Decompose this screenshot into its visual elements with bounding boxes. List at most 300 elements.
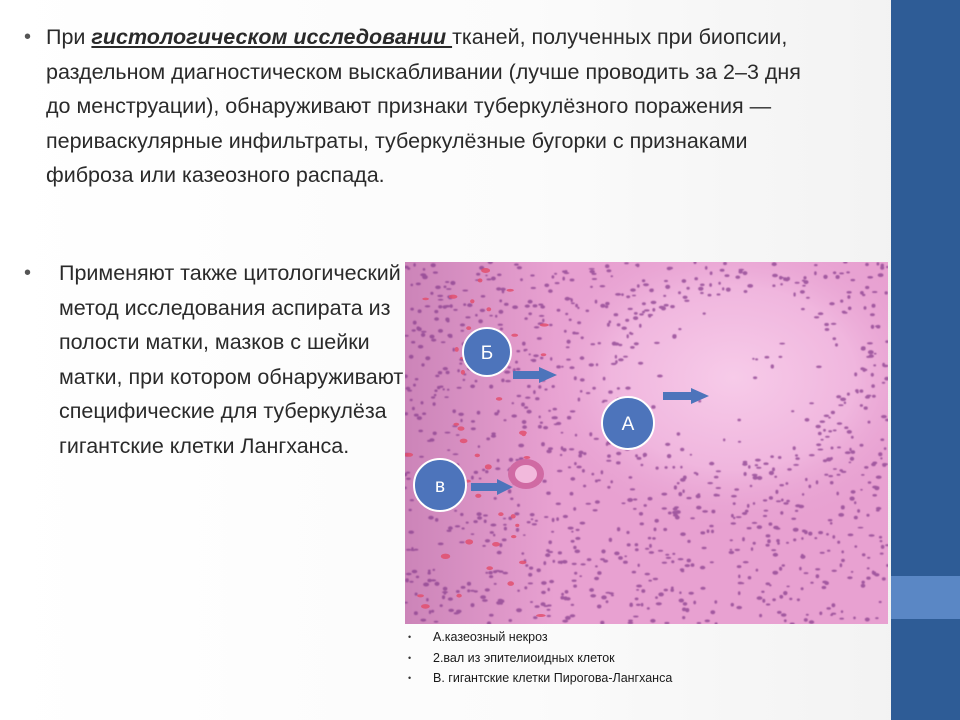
cell-nucleus (524, 406, 528, 409)
cell-nucleus (629, 476, 633, 479)
cell-nucleus (423, 268, 426, 271)
red-blood-cell (466, 326, 471, 330)
cell-nucleus (433, 402, 436, 406)
red-blood-cell (421, 604, 430, 609)
cell-nucleus (626, 295, 630, 298)
cell-nucleus (409, 581, 413, 583)
cell-nucleus (562, 620, 568, 623)
cell-nucleus (460, 419, 462, 423)
cell-nucleus (723, 438, 725, 441)
legend-text: 2.вал из эпителиоидных клеток (433, 650, 615, 665)
cell-nucleus (747, 504, 750, 508)
cell-nucleus (786, 482, 789, 485)
cell-nucleus (573, 546, 576, 549)
cell-nucleus (537, 568, 541, 572)
cell-nucleus (615, 360, 618, 364)
cell-nucleus (583, 485, 586, 488)
cell-nucleus (644, 309, 650, 311)
cell-nucleus (533, 616, 537, 619)
cell-nucleus (867, 567, 870, 569)
cell-nucleus (864, 406, 868, 409)
cell-nucleus (593, 509, 598, 511)
cell-nucleus (743, 271, 748, 275)
cell-nucleus (450, 304, 453, 308)
cell-nucleus (520, 278, 523, 281)
cell-nucleus (874, 573, 879, 576)
cell-nucleus (504, 371, 510, 374)
cell-nucleus (434, 621, 439, 623)
cell-nucleus (579, 575, 582, 577)
cell-nucleus (438, 299, 444, 301)
cell-nucleus (869, 534, 875, 537)
cell-nucleus (407, 390, 412, 392)
cell-nucleus (484, 520, 487, 524)
cell-nucleus (525, 397, 530, 399)
cell-nucleus (729, 551, 735, 554)
cell-nucleus (406, 549, 411, 551)
cell-nucleus (523, 534, 526, 536)
cell-nucleus (577, 307, 579, 309)
cell-nucleus (578, 398, 581, 402)
cell-nucleus (471, 603, 475, 607)
bullet-point-icon: • (24, 262, 32, 284)
cell-nucleus (841, 505, 845, 509)
cell-nucleus (731, 495, 737, 498)
cell-nucleus (532, 359, 537, 362)
cell-nucleus (840, 563, 843, 567)
cell-nucleus (421, 331, 426, 333)
cell-nucleus (564, 596, 568, 600)
cell-nucleus (623, 561, 628, 564)
cell-nucleus (579, 451, 584, 455)
cell-nucleus (793, 464, 799, 466)
cell-nucleus (606, 600, 609, 603)
cell-nucleus (548, 551, 553, 553)
cell-nucleus (414, 611, 418, 615)
cell-nucleus (587, 558, 592, 561)
cell-nucleus (823, 275, 827, 279)
cell-nucleus (789, 598, 792, 601)
cell-nucleus (875, 325, 880, 327)
cell-nucleus (829, 302, 834, 305)
cell-nucleus (503, 524, 507, 526)
cell-nucleus (558, 551, 562, 554)
cell-nucleus (411, 341, 415, 344)
cell-nucleus (800, 290, 805, 294)
cell-nucleus (431, 263, 436, 267)
cell-nucleus (565, 313, 568, 315)
cell-nucleus (481, 295, 486, 298)
paragraph-cytology: Применяют также цитологический метод исследования аспирата из полости матки, мазков с шейки матки, при котором обнаруживают специфические для туберкулёза гигантские клетки Лангханса. (59, 261, 404, 458)
cell-nucleus (448, 526, 453, 530)
cell-nucleus (418, 309, 422, 313)
cell-nucleus (847, 291, 852, 294)
cell-nucleus (743, 561, 749, 563)
cell-nucleus (570, 410, 576, 412)
cell-nucleus (434, 310, 438, 313)
cell-nucleus (806, 297, 810, 299)
cell-nucleus (548, 540, 552, 544)
cell-nucleus (658, 592, 664, 596)
cell-nucleus (552, 385, 555, 388)
cell-nucleus (761, 591, 764, 593)
cell-nucleus (700, 292, 704, 294)
cell-nucleus (667, 454, 671, 458)
red-blood-cell (515, 524, 519, 527)
cell-nucleus (762, 599, 765, 603)
cell-nucleus (617, 323, 621, 326)
cell-nucleus (540, 357, 543, 360)
legend-bullet-icon: • (408, 632, 412, 642)
cell-nucleus (830, 614, 833, 616)
cell-nucleus (642, 279, 645, 282)
cell-nucleus (539, 416, 541, 419)
cell-nucleus (428, 570, 431, 573)
cell-nucleus (772, 598, 776, 601)
cell-nucleus (518, 444, 524, 448)
cell-nucleus (709, 462, 714, 466)
cell-nucleus (580, 522, 586, 525)
cell-nucleus (498, 324, 503, 326)
cell-nucleus (430, 292, 433, 295)
cell-nucleus (445, 281, 449, 283)
cell-nucleus (847, 295, 850, 299)
cell-nucleus (880, 540, 883, 542)
cell-nucleus (413, 384, 416, 387)
cell-nucleus (482, 469, 485, 472)
cell-nucleus (837, 474, 841, 476)
cell-nucleus (621, 293, 624, 296)
cell-nucleus (448, 609, 454, 612)
cell-nucleus (592, 278, 597, 280)
cell-nucleus (716, 487, 721, 489)
cell-nucleus (737, 565, 742, 568)
red-blood-cell (498, 512, 503, 516)
cell-nucleus (482, 599, 488, 602)
cell-nucleus (863, 368, 866, 372)
cell-nucleus (875, 617, 878, 619)
cell-nucleus (680, 448, 684, 452)
cell-nucleus (567, 416, 571, 420)
cell-nucleus (837, 446, 841, 448)
cell-nucleus (512, 402, 515, 404)
cell-nucleus (575, 304, 578, 308)
cell-nucleus (828, 430, 832, 432)
cell-nucleus (485, 588, 490, 591)
cell-nucleus (508, 489, 512, 493)
cell-nucleus (772, 467, 775, 471)
cell-nucleus (521, 552, 524, 555)
cell-nucleus (644, 504, 647, 507)
cell-nucleus (512, 305, 518, 309)
cell-nucleus (537, 337, 542, 340)
cell-nucleus (569, 366, 574, 369)
cell-nucleus (839, 618, 844, 620)
cell-nucleus (841, 559, 845, 562)
cell-nucleus (457, 369, 460, 372)
cell-nucleus (726, 288, 731, 292)
cell-nucleus (443, 367, 448, 370)
cell-nucleus (872, 494, 877, 497)
cell-nucleus (444, 396, 448, 398)
cell-nucleus (832, 603, 836, 607)
cell-nucleus (539, 315, 545, 317)
cell-nucleus (528, 582, 533, 584)
cell-nucleus (716, 470, 721, 472)
cell-nucleus (830, 481, 834, 484)
cell-nucleus (786, 586, 789, 588)
cell-nucleus (471, 427, 476, 430)
cell-nucleus (793, 446, 796, 450)
cell-nucleus (470, 385, 475, 389)
cell-nucleus (431, 339, 436, 342)
cell-nucleus (885, 291, 888, 294)
cell-nucleus (827, 550, 830, 552)
cell-nucleus (872, 291, 877, 293)
cell-nucleus (860, 404, 863, 407)
cell-nucleus (872, 395, 876, 398)
cell-nucleus (556, 365, 561, 368)
red-blood-cell (478, 278, 483, 282)
cell-nucleus (461, 586, 466, 589)
cell-nucleus (446, 371, 450, 374)
cell-nucleus (764, 510, 769, 512)
cell-nucleus (861, 474, 865, 476)
cell-nucleus (527, 410, 532, 414)
cell-nucleus (567, 340, 571, 344)
cell-nucleus (445, 318, 449, 322)
cell-nucleus (494, 497, 497, 500)
cell-nucleus (670, 305, 675, 308)
cell-nucleus (877, 262, 880, 265)
red-blood-cell (485, 464, 492, 469)
cell-nucleus (497, 274, 501, 277)
cell-nucleus (698, 287, 703, 291)
cell-nucleus (680, 466, 682, 469)
cell-nucleus (641, 464, 644, 466)
cell-nucleus (443, 305, 447, 308)
cell-nucleus (614, 313, 619, 316)
cell-nucleus (664, 304, 669, 307)
red-blood-cell (541, 353, 547, 356)
cell-nucleus (497, 459, 500, 462)
cell-nucleus (560, 561, 563, 565)
cell-nucleus (448, 336, 452, 338)
red-blood-cell (507, 289, 514, 292)
cell-nucleus (635, 548, 639, 551)
cell-nucleus (881, 545, 885, 549)
cell-nucleus (425, 356, 430, 360)
cell-nucleus (737, 419, 741, 422)
cell-nucleus (735, 549, 740, 551)
cell-nucleus (445, 432, 451, 434)
cell-nucleus (635, 264, 639, 267)
cell-nucleus (751, 547, 753, 551)
cell-nucleus (431, 396, 435, 398)
cell-nucleus (880, 438, 884, 441)
cell-nucleus (735, 276, 740, 279)
cell-nucleus (876, 476, 882, 479)
cell-nucleus (759, 614, 762, 617)
cell-nucleus (462, 527, 465, 529)
red-blood-cell (458, 426, 465, 430)
cell-nucleus (826, 533, 829, 536)
cell-nucleus (617, 527, 620, 531)
cell-nucleus (457, 387, 462, 389)
cell-nucleus (711, 510, 715, 514)
cell-nucleus (627, 498, 633, 502)
cell-nucleus (853, 617, 856, 620)
cell-nucleus (668, 512, 672, 515)
cell-nucleus (636, 585, 642, 588)
legend-text: А.казеозный некроз (433, 630, 548, 644)
cell-nucleus (447, 449, 450, 451)
cell-nucleus (710, 610, 715, 614)
cell-nucleus (872, 304, 876, 308)
cell-nucleus (755, 459, 761, 462)
cell-nucleus (822, 586, 827, 589)
cell-nucleus (473, 520, 477, 523)
cell-nucleus (771, 549, 776, 551)
cell-nucleus (632, 295, 636, 297)
cell-nucleus (611, 594, 614, 596)
cell-nucleus (607, 323, 610, 327)
cell-nucleus (658, 550, 663, 552)
cell-nucleus (820, 552, 825, 554)
cell-nucleus (540, 422, 543, 424)
cell-nucleus (540, 305, 545, 308)
cell-nucleus (786, 542, 789, 544)
cell-nucleus (489, 315, 493, 317)
cell-nucleus (479, 478, 482, 480)
cell-nucleus (738, 582, 743, 585)
cell-nucleus (836, 275, 840, 279)
cell-nucleus (779, 484, 784, 486)
cell-nucleus (787, 468, 792, 471)
cell-nucleus (509, 458, 513, 462)
cell-nucleus (843, 312, 848, 314)
cell-nucleus (534, 326, 539, 328)
cell-nucleus (639, 313, 644, 315)
cell-nucleus (633, 498, 637, 500)
cell-nucleus (459, 363, 462, 365)
cell-nucleus (736, 606, 742, 609)
cell-nucleus (881, 415, 887, 418)
cell-nucleus (577, 321, 581, 324)
cell-nucleus (433, 271, 438, 273)
cell-nucleus (501, 379, 504, 383)
cell-nucleus (606, 269, 611, 272)
cell-nucleus (786, 500, 790, 503)
cell-nucleus (406, 472, 410, 474)
cell-nucleus (805, 478, 808, 481)
cell-nucleus (572, 563, 577, 565)
cell-nucleus (463, 303, 466, 306)
cell-nucleus (755, 464, 758, 466)
marker-b-label: Б (480, 343, 494, 364)
cell-nucleus (685, 564, 690, 567)
cell-nucleus (552, 275, 555, 278)
cell-nucleus (864, 306, 867, 310)
cell-nucleus (769, 471, 774, 475)
cell-nucleus (594, 438, 599, 440)
red-blood-cell (475, 454, 480, 458)
cell-nucleus (553, 560, 556, 563)
cell-nucleus (682, 489, 684, 493)
cell-nucleus (471, 420, 475, 423)
cell-nucleus (450, 281, 455, 285)
cell-nucleus (663, 528, 667, 531)
cell-nucleus (857, 509, 860, 513)
cell-nucleus (681, 570, 684, 572)
cell-nucleus (847, 393, 850, 396)
cell-nucleus (700, 531, 705, 534)
cell-nucleus (595, 500, 600, 504)
cell-nucleus (866, 356, 871, 358)
cell-nucleus (648, 537, 651, 540)
cell-nucleus (547, 588, 550, 592)
cell-nucleus (431, 610, 434, 613)
cell-nucleus (783, 502, 788, 505)
cell-nucleus (517, 590, 520, 592)
cell-nucleus (589, 268, 595, 270)
red-blood-cell (524, 456, 531, 459)
red-blood-cell (481, 268, 490, 273)
cell-nucleus (589, 588, 594, 592)
cell-nucleus (824, 323, 829, 326)
cell-nucleus (856, 391, 859, 393)
cell-nucleus (838, 404, 843, 406)
cell-nucleus (808, 485, 811, 489)
cell-nucleus (784, 619, 787, 622)
cell-nucleus (651, 289, 654, 291)
cell-nucleus (791, 518, 796, 520)
cell-nucleus (643, 283, 649, 286)
cell-nucleus (456, 610, 462, 613)
cell-nucleus (508, 366, 511, 369)
cell-nucleus (860, 389, 864, 392)
cell-nucleus (810, 582, 813, 584)
cell-nucleus (651, 301, 657, 304)
cell-nucleus (874, 353, 877, 355)
cell-nucleus (748, 465, 751, 469)
paragraph-histology-term: гистологическом исследовании (91, 25, 453, 49)
cell-nucleus (693, 601, 696, 605)
cell-nucleus (563, 515, 568, 518)
cell-nucleus (686, 497, 691, 499)
bullet-point-icon: • (24, 26, 32, 48)
cell-nucleus (418, 430, 423, 433)
cell-nucleus (636, 604, 641, 606)
cell-nucleus (676, 510, 681, 514)
cell-nucleus (655, 596, 658, 599)
cell-nucleus (674, 506, 679, 508)
cell-nucleus (444, 286, 447, 289)
cell-nucleus (516, 368, 520, 371)
cell-nucleus (553, 408, 557, 411)
cell-nucleus (663, 295, 666, 297)
red-blood-cell (492, 542, 500, 547)
cell-nucleus (782, 564, 785, 566)
red-blood-cell (511, 334, 518, 337)
cell-nucleus (567, 298, 572, 300)
cell-nucleus (535, 520, 538, 522)
cell-nucleus (409, 509, 412, 511)
cell-nucleus (682, 279, 687, 283)
cell-nucleus (516, 528, 519, 532)
cell-nucleus (851, 279, 856, 281)
cell-nucleus (665, 285, 670, 289)
